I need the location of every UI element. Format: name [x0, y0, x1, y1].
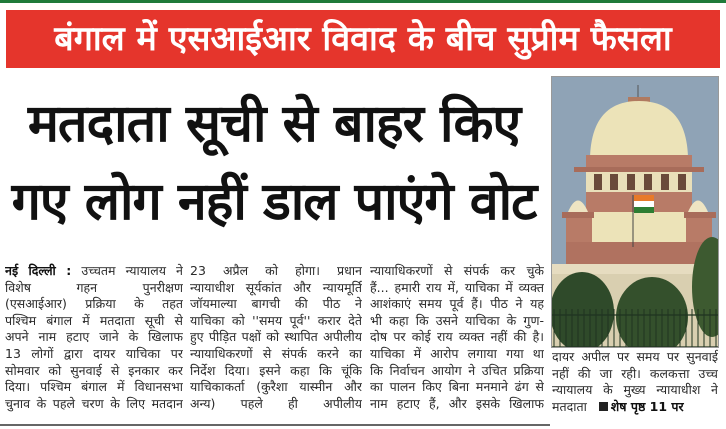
text-line: भी कहा कि उसने याचिका के गुण-: [370, 312, 544, 328]
text-line: [5, 263, 183, 280]
text-line: अपने नाम हटाए जाने के खिलाफ: [5, 329, 183, 345]
text-span: मतदाता: [552, 398, 587, 414]
top-rule: [0, 0, 726, 3]
text-line: दोष पर कोई राय व्यक्त नहीं की है।: [370, 329, 544, 345]
text-line: चुनाव के पहले चरण के लिए मतदान: [5, 395, 183, 411]
text-line: दायर अपील पर समय पर सुनवाई: [552, 349, 718, 364]
article-column-4: [552, 349, 718, 415]
text-line: जॉयमाल्या बागची की पीठ ने: [190, 296, 362, 312]
text-line: विशेष गहन पुनरीक्षण: [5, 279, 183, 295]
text-line: निर्देश दिया। इसने कहा कि चूंकि: [190, 362, 362, 378]
article-column-2: [190, 263, 362, 412]
text-line: दिया। पश्चिम बंगाल में विधानसभा: [5, 379, 183, 395]
article-column-3: [370, 263, 544, 412]
continued-on-page-link[interactable]: शेष पृष्ठ 11 पर: [610, 398, 684, 414]
text-line: 23 अप्रैल को होगा। प्रधान: [190, 263, 362, 278]
text-line: नाम हटाए हैं, और इसके खिलाफ: [370, 395, 544, 411]
text-span: उच्चतम न्यायालय ने: [81, 263, 183, 278]
text-line: न्यायाधिकरणों से संपर्क कर चुके: [370, 263, 544, 278]
text-line: पश्चिम बंगाल में मतदाता सूची से: [5, 312, 183, 328]
text-line: सोमवार को सुनवाई से इनकार कर: [5, 362, 183, 378]
text-line: अन्य) पहले ही अपीलीय: [190, 395, 362, 411]
text-line: हैं... हमारी राय में, याचिका में व्यक्त: [370, 279, 544, 295]
text-line: (एसआईआर) प्रक्रिया के तहत: [5, 296, 183, 312]
article-column-1: [5, 263, 183, 412]
text-line: याचिका में आरोप लगाया गया था: [370, 345, 544, 361]
dateline: नई दिल्ली :: [5, 263, 72, 278]
text-line: कि निर्वाचन आयोग ने उचित प्रक्रिया: [370, 362, 544, 378]
kicker-banner: बंगाल में एसआईआर विवाद के बीच सुप्रीम फैसला: [6, 10, 720, 68]
text-line: का पालन किए बिना मनमाने ढंग से: [370, 379, 544, 395]
text-line: [552, 399, 718, 416]
supreme-court-photo: [551, 76, 719, 348]
square-bullet-icon: [599, 402, 608, 411]
headline-line-2: गए लोग नहीं डाल पाएंगे वोट: [11, 172, 537, 232]
text-line: याचिका को ''समय पूर्व'' करार देते: [190, 312, 362, 328]
text-line: न्यायाधिकरणों से संपर्क करने का: [190, 345, 362, 361]
text-line: हुए पीड़ित पक्षों को स्थापित अपीलीय: [190, 329, 362, 345]
bottom-rule: [0, 424, 550, 426]
text-line: नहीं की जा रही। कलकत्ता उच्च: [552, 365, 718, 381]
text-line: न्यायाधीश सूर्यकांत और न्यायमूर्ति: [190, 279, 362, 295]
text-line: आशंकाएं समय पूर्व हैं। पीठ ने यह: [370, 296, 544, 312]
text-line: 13 लोगों द्वारा दायर याचिका पर: [5, 345, 183, 361]
text-line: याचिकाकर्ता (कुरैशा यास्मीन और: [190, 379, 362, 395]
headline-line-1: मतदाता सूची से बाहर किए: [27, 94, 521, 154]
text-line: न्यायालय के मुख्य न्यायाधीश ने: [552, 382, 718, 398]
